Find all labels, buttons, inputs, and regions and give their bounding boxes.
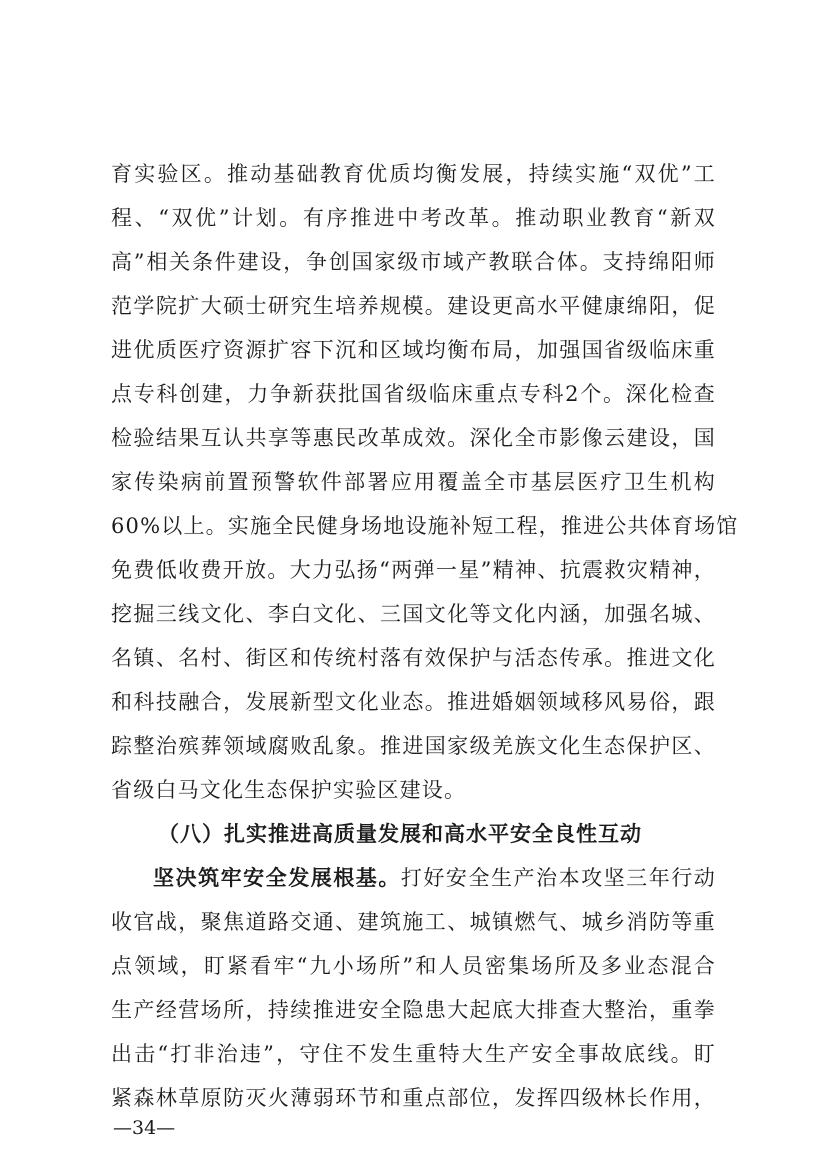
text-line: 进优质医疗资源扩容下沉和区域均衡布局，加强国省级临床重 <box>111 338 716 362</box>
section-heading: （八）扎实推进高质量发展和高水平安全良性互动 <box>158 821 642 846</box>
text-line: 检验结果互认共享等惠民改革成效。深化全市影像云建设，国 <box>111 426 716 450</box>
text-line: 踪整治殡葬领域腐败乱象。推进国家级羌族文化生态保护区、 <box>111 734 716 758</box>
text-line: 点领域，盯紧看牢“九小场所”和人员密集场所及多业态混合 <box>111 954 716 978</box>
text-line: 出击“打非治违”，守住不发生重特大生产安全事故底线。盯 <box>111 1042 716 1066</box>
paragraph-first-line <box>153 860 716 896</box>
text-line: 生产经营场所，持续推进安全隐患大起底大排查大整治，重拳 <box>111 998 716 1022</box>
text-line: 挖掘三线文化、李白文化、三国文化等文化内涵，加强名城、 <box>111 602 716 626</box>
text-line: 范学院扩大硕士研究生培养规模。建设更高水平健康绵阳，促 <box>111 294 716 318</box>
text-line: 免费低收费开放。大力弘扬“两弹一星”精神、抗震救灾精神， <box>111 558 716 582</box>
text-line: 高”相关条件建设，争创国家级市域产教联合体。支持绵阳师 <box>111 250 716 274</box>
text-line: 名镇、名村、街区和传统村落有效保护与活态传承。推进文化 <box>111 646 716 670</box>
text-line: 家传染病前置预警软件部署应用覆盖全市基层医疗卫生机构 <box>111 470 716 494</box>
text-line: 省级白马文化生态保护实验区建设。 <box>111 778 467 802</box>
text-line: 育实验区。推动基础教育优质均衡发展，持续实施“双优”工 <box>111 162 716 186</box>
text-line: 紧森林草原防灭火薄弱环节和重点部位，发挥四级林长作用， <box>111 1086 716 1110</box>
page-number: —34— <box>113 1117 176 1139</box>
text-line: 和科技融合，发展新型文化业态。推进婚姻领域移风易俗，跟 <box>111 690 716 714</box>
text-line: 收官战，聚焦道路交通、建筑施工、城镇燃气、城乡消防等重 <box>111 910 716 934</box>
text-line: 点专科创建，力争新获批国省级临床重点专科2个。深化检查 <box>111 382 716 406</box>
text-line: 60%以上。实施全民健身场地设施补短工程，推进公共体育场馆 <box>111 514 739 538</box>
paragraph-lead: 坚决筑牢安全发展根基。 <box>153 865 401 890</box>
text-line: 程、“双优”计划。有序推进中考改革。推动职业教育“新双 <box>111 206 716 230</box>
paragraph-first-line-rest: 打好安全生产治本攻坚三年行动 <box>400 866 716 890</box>
